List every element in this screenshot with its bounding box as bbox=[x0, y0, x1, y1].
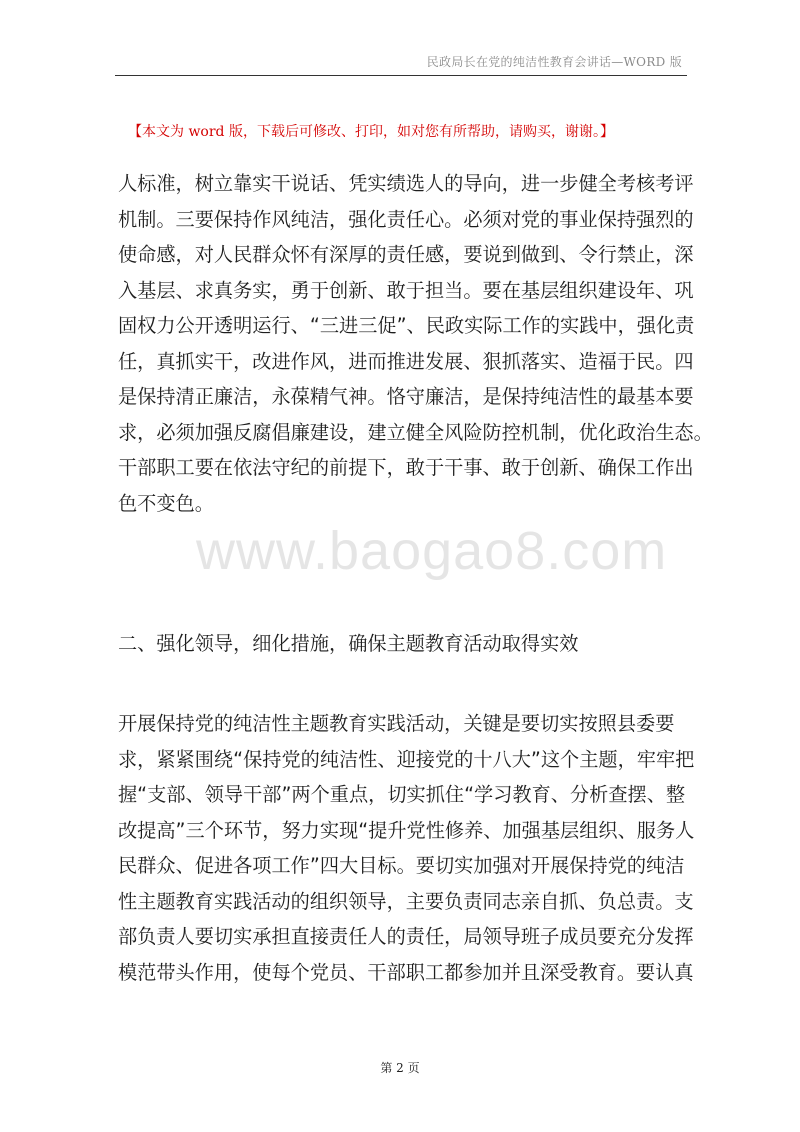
paragraph-line: 模范带头作用，使每个党员、干部职工都参加并且深受教育。要认真 bbox=[118, 960, 694, 984]
paragraph-line: 人标准，树立靠实干说话、凭实绩选人的导向，进一步健全考核考评 bbox=[118, 172, 694, 195]
paragraph-line: 入基层、求真务实，勇于创新、敢于担当。要在基层组织建设年、巩 bbox=[118, 278, 694, 302]
paragraph-line: 改提高”三个环节，努力实现“提升党性修养、加强基层组织、服务人 bbox=[118, 818, 695, 842]
header-divider bbox=[115, 75, 687, 76]
paragraph-line: 色不变色。 bbox=[118, 491, 214, 515]
paragraph-line: 握“支部、领导干部”两个重点，切实抓住“学习教育、分析查摆、整 bbox=[118, 783, 686, 806]
paragraph-line: 民群众、促进各项工作”四大目标。要切实加强对开展保持党的纯洁 bbox=[118, 854, 685, 877]
paragraph-line: 开展保持党的纯洁性主题教育实践活动，关键是要切实按照县委要 bbox=[118, 712, 675, 735]
section-heading-text: 二、强化领导，细化措施，确保主题教育活动取得实效 bbox=[118, 632, 579, 655]
paragraph-line: 性主题教育实践活动的组织领导，主要负责同志亲自抓、负总责。支 bbox=[118, 889, 694, 913]
paragraph-line: 是保持清正廉洁，永葆精气神。恪守廉洁，是保持纯洁性的最基本要 bbox=[118, 385, 694, 408]
paragraph-line: 求，紧紧围绕“保持党的纯洁性、迎接党的十八大”这个主题，牢牢把 bbox=[118, 747, 695, 771]
section-heading bbox=[118, 626, 683, 662]
page-number: 第 2 页 bbox=[380, 1061, 420, 1075]
download-notice: 【本文为 word 版，下载后可修改、打印，如对您有所帮助，请购买，谢谢。】 bbox=[128, 124, 614, 140]
paragraph-line: 机制。三要保持作风纯洁，强化责任心。必须对党的事业保持强烈的 bbox=[118, 207, 694, 231]
paragraph-line: 部负责人要切实承担直接责任人的责任，局领导班子成员要充分发挥 bbox=[118, 925, 694, 948]
body-paragraph-2 bbox=[118, 706, 695, 990]
body-paragraph-1 bbox=[118, 166, 713, 521]
paragraph-line: 使命感，对人民群众怀有深厚的责任感，要说到做到、令行禁止，深 bbox=[118, 243, 694, 266]
paragraph-line: 固权力公开透明运行、“三进三促”、民政实际工作的实践中，强化责 bbox=[118, 314, 695, 337]
paragraph-line: 干部职工要在依法守纪的前提下，敢于干事、敢于创新、确保工作出 bbox=[118, 456, 694, 479]
paragraph-line: 任，真抓实干，改进作风，进而推进发展、狠抓落实、造福于民。四 bbox=[118, 349, 694, 373]
paragraph-line: 求，必须加强反腐倡廉建设，建立健全风险防控机制，优化政治生态。 bbox=[118, 420, 713, 444]
watermark: www.baogao8.com bbox=[196, 521, 668, 581]
header-title: 民政局长在党的纯洁性教育会讲话—WORD 版 bbox=[426, 55, 682, 69]
